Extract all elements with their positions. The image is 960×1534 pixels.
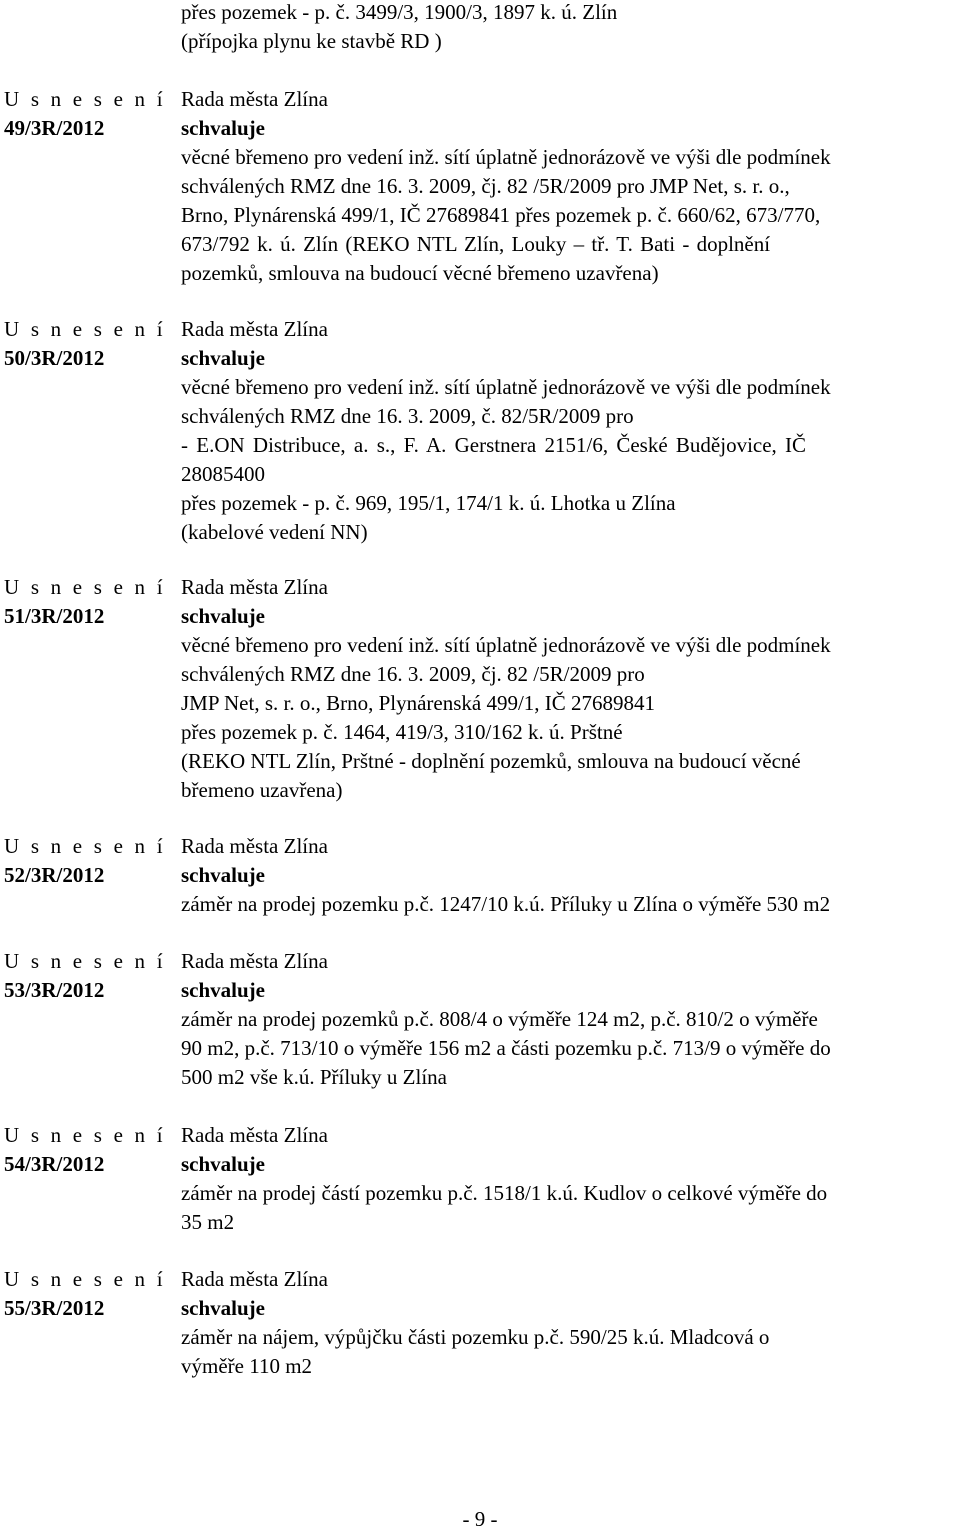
council-name: Rada města Zlína — [181, 575, 328, 599]
resolution-body — [181, 315, 960, 547]
resolution-line: pozemků, smlouva na budoucí věcné břemeno uzavřena) — [181, 261, 659, 285]
resolution-body — [181, 85, 960, 288]
resolution-line: (REKO NTL Zlín, Prštné - doplnění pozemků, smlouva na budoucí věcné — [181, 749, 801, 773]
resolution-word: U s n e s e n í — [4, 575, 166, 599]
resolution-line: břemeno uzavřena) — [181, 778, 343, 802]
resolution-verb: schvaluje — [181, 978, 265, 1002]
resolution-line: záměr na nájem, výpůjčku části pozemku p.č. 590/25 k.ú. Mladcová o — [181, 1325, 770, 1349]
resolution-number: 52/3R/2012 — [4, 863, 105, 887]
resolution-line: 35 m2 — [181, 1210, 235, 1234]
continuation-text — [181, 0, 960, 56]
resolution-verb: schvaluje — [181, 1296, 265, 1320]
resolution-body — [181, 832, 960, 919]
resolution-line: výměře 110 m2 — [181, 1354, 313, 1378]
resolution-word: U s n e s e n í — [4, 834, 166, 858]
page-number: - 9 - — [462, 1507, 498, 1531]
resolution-label — [4, 947, 174, 1005]
resolution-number: 55/3R/2012 — [4, 1296, 105, 1320]
resolution-verb: schvaluje — [181, 604, 265, 628]
resolution-label — [4, 573, 174, 631]
resolution-line: 90 m2, p.č. 713/10 o výměře 156 m2 a části pozemku p.č. 713/9 o výměře do — [181, 1036, 831, 1060]
resolution-word: U s n e s e n í — [4, 1123, 166, 1147]
resolution-line: Brno, Plynárenská 499/1, IČ 27689841 přes pozemek p. č. 660/62, 673/770, — [181, 203, 821, 227]
continuation-line: přes pozemek - p. č. 3499/3, 1900/3, 1897 k. ú. Zlín — [181, 0, 618, 24]
council-name: Rada města Zlína — [181, 949, 328, 973]
resolution-line: přes pozemek - p. č. 969, 195/1, 174/1 k. ú. Lhotka u Zlína — [181, 491, 676, 515]
resolution-line: - E.ON Distribuce, a. s., F. A. Gerstnera 2151/6, České Budějovice, IČ — [181, 433, 807, 457]
resolution-number: 50/3R/2012 — [4, 346, 105, 370]
resolution-label — [4, 85, 174, 143]
resolution-line: 28085400 — [181, 462, 265, 486]
council-name: Rada města Zlína — [181, 1267, 328, 1291]
council-name: Rada města Zlína — [181, 834, 328, 858]
council-name: Rada města Zlína — [181, 87, 328, 111]
resolution-body — [181, 573, 960, 805]
resolution-line: JMP Net, s. r. o., Brno, Plynárenská 499/1, IČ 27689841 — [181, 691, 656, 715]
resolution-number: 49/3R/2012 — [4, 116, 105, 140]
resolution-line: věcné břemeno pro vedení inž. sítí úplatně jednorázově ve výši dle podmínek — [181, 375, 831, 399]
resolution-word: U s n e s e n í — [4, 87, 166, 111]
resolution-label — [4, 1265, 174, 1323]
resolution-label — [4, 1121, 174, 1179]
resolution-body — [181, 947, 960, 1092]
resolution-line: schválených RMZ dne 16. 3. 2009, čj. 82 /5R/2009 pro JMP Net, s. r. o., — [181, 174, 790, 198]
resolution-line: 500 m2 vše k.ú. Příluky u Zlína — [181, 1065, 447, 1089]
resolution-body — [181, 1121, 960, 1237]
resolution-word: U s n e s e n í — [4, 1267, 166, 1291]
resolution-verb: schvaluje — [181, 116, 265, 140]
resolution-line: 673/792 k. ú. Zlín (REKO NTL Zlín, Louky – tř. T. Bati - doplnění — [181, 232, 771, 256]
resolution-label — [4, 315, 174, 373]
resolution-line: schválených RMZ dne 16. 3. 2009, č. 82/5R/2009 pro — [181, 404, 634, 428]
resolution-verb: schvaluje — [181, 863, 265, 887]
resolution-line: přes pozemek p. č. 1464, 419/3, 310/162 k. ú. Prštné — [181, 720, 623, 744]
council-name: Rada města Zlína — [181, 1123, 328, 1147]
resolution-line: věcné břemeno pro vedení inž. sítí úplatně jednorázově ve výši dle podmínek — [181, 633, 831, 657]
resolution-line: věcné břemeno pro vedení inž. sítí úplatně jednorázově ve výši dle podmínek — [181, 145, 831, 169]
resolution-line: záměr na prodej pozemků p.č. 808/4 o výměře 124 m2, p.č. 810/2 o výměře — [181, 1007, 818, 1031]
resolution-word: U s n e s e n í — [4, 317, 166, 341]
resolution-number: 54/3R/2012 — [4, 1152, 105, 1176]
resolution-number: 53/3R/2012 — [4, 978, 105, 1002]
council-name: Rada města Zlína — [181, 317, 328, 341]
resolution-verb: schvaluje — [181, 346, 265, 370]
resolution-word: U s n e s e n í — [4, 949, 166, 973]
continuation-line: (přípojka plynu ke stavbě RD ) — [181, 29, 442, 53]
resolution-number: 51/3R/2012 — [4, 604, 105, 628]
resolution-line: záměr na prodej částí pozemku p.č. 1518/1 k.ú. Kudlov o celkové výměře do — [181, 1181, 828, 1205]
resolution-line: (kabelové vedení NN) — [181, 520, 368, 544]
resolution-line: záměr na prodej pozemku p.č. 1247/10 k.ú. Příluky u Zlína o výměře 530 m2 — [181, 892, 831, 916]
resolution-label — [4, 832, 174, 890]
resolution-body — [181, 1265, 960, 1381]
resolution-verb: schvaluje — [181, 1152, 265, 1176]
resolution-line: schválených RMZ dne 16. 3. 2009, čj. 82 /5R/2009 pro — [181, 662, 645, 686]
